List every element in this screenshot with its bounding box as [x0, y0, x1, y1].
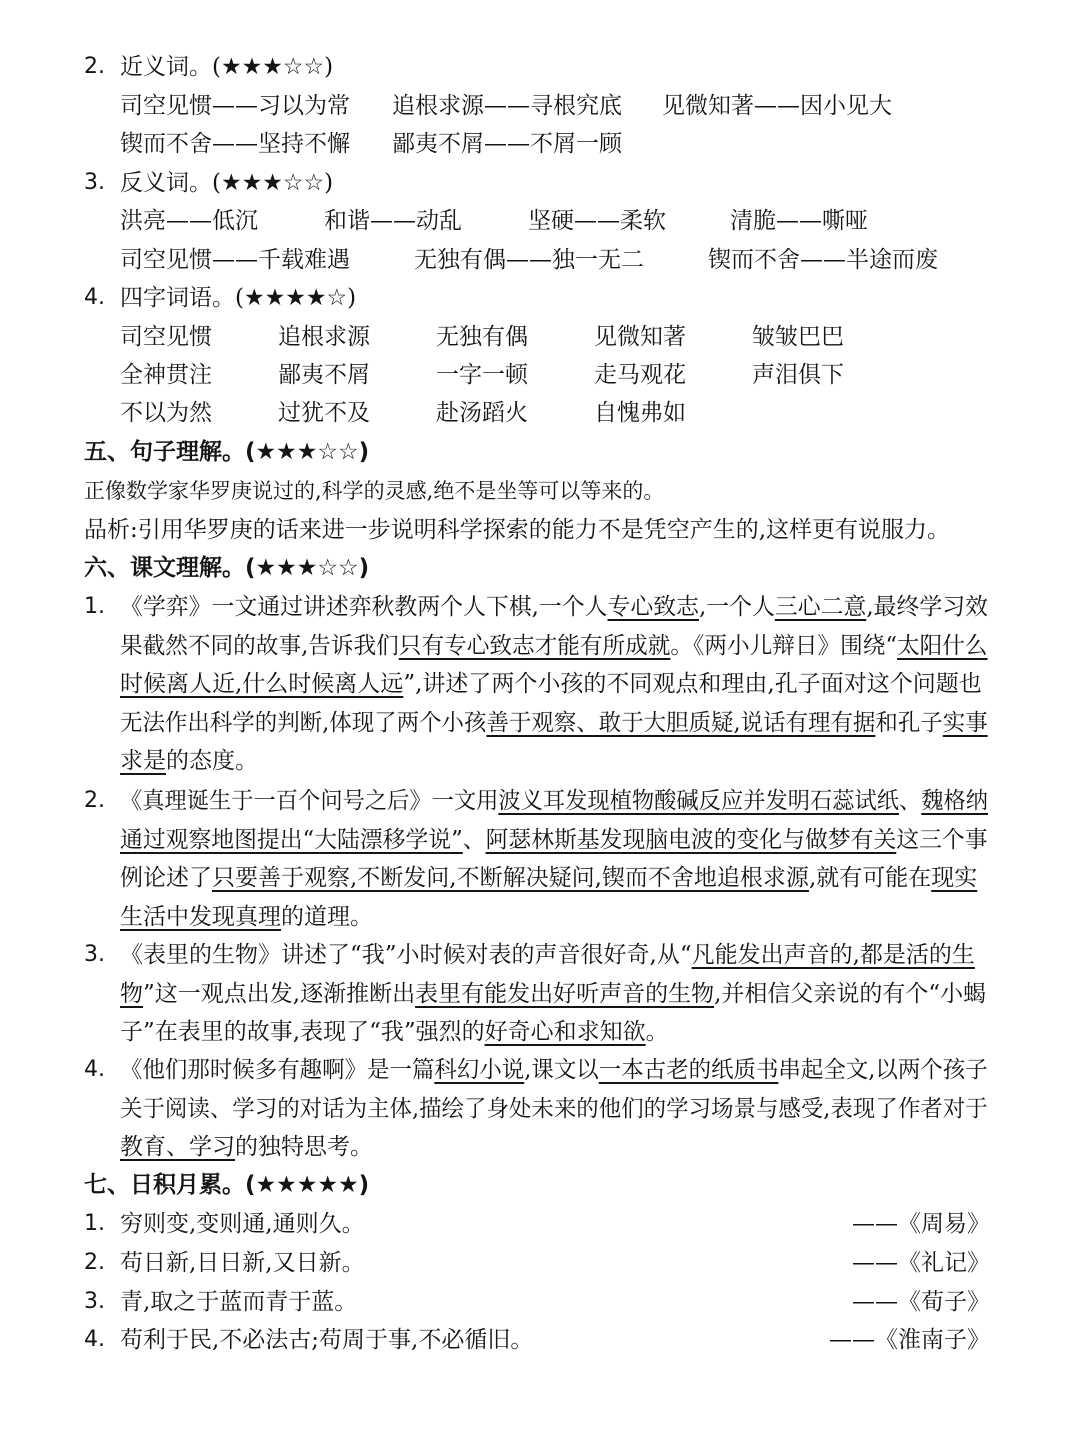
proverb-source: ——《周易》: [852, 1211, 990, 1237]
word-pair: 清脆——嘶哑: [730, 208, 868, 234]
idiom: 司空见惯: [120, 324, 212, 350]
text-segment: ,一个人: [698, 594, 775, 620]
text-segment: 和孔子: [875, 709, 943, 736]
text-segment: 、: [462, 826, 486, 853]
text-segment: 这三个事: [896, 826, 988, 853]
quoted-sentence: 正像数学家华罗庚说过的,科学的灵感,绝不是坐等可以等来的。: [84, 479, 665, 503]
underlined-key-phrase: 表里有能发出好听声音的生物: [415, 980, 715, 1007]
subheading-title: 反义词。: [120, 170, 212, 196]
section-heading-sentence: [84, 437, 369, 467]
idiom: 自愧弗如: [594, 400, 686, 426]
star-rating: (★★★☆☆): [212, 54, 334, 80]
text-segment: ,并相信父亲说的有个“小蝎: [714, 980, 987, 1007]
underlined-key-phrase: 现实: [931, 865, 978, 892]
star-rating: (★★★★☆): [235, 285, 357, 311]
item-number: 2.: [84, 788, 105, 813]
proverb-source: ——《荀子》: [852, 1289, 990, 1315]
text-segment: ”这一观点出发,逐渐推断出: [143, 980, 416, 1007]
underlined-key-phrase: 阿瑟林斯基发现脑电波的变化与做梦有关: [485, 826, 897, 853]
idiom: 声泪俱下: [752, 362, 844, 388]
text-segment: 子”在表里的故事,表现了“我”强烈的: [120, 1019, 485, 1046]
paragraph-line: [120, 786, 988, 816]
text-segment: 串起全文,以两个孩子: [778, 1057, 988, 1083]
word-pair: 无独有偶——独一无二: [414, 247, 644, 273]
underlined-key-phrase: 一本古老的纸质书: [598, 1057, 779, 1083]
underlined-key-phrase: 实事: [942, 709, 988, 736]
proverb-text: 穷则变,变则通,通则久。: [120, 1211, 365, 1237]
section-heading-text-understanding: [84, 553, 369, 583]
proverb-source: ——《礼记》: [852, 1250, 990, 1276]
text-segment: 。: [645, 1019, 669, 1046]
text-segment: 关于阅读、学习的对话为主体,描绘了身处未来的他们的学习场景与感受,表现了作者对于: [120, 1095, 988, 1122]
analysis-text: 品析:引用华罗庚的话来进一步说明科学探索的能力不是凭空产生的,这样更有说服力。: [84, 517, 951, 543]
idiom: 鄙夷不屑: [278, 362, 370, 388]
word-pair: 锲而不舍——半途而废: [708, 247, 938, 273]
word-pair: 追根求源——寻根究底: [392, 93, 622, 119]
subheading-antonyms: [120, 168, 333, 198]
underlined-key-phrase: 凡能发出声音的,都是活的生: [691, 942, 975, 968]
paragraph-line: [120, 979, 986, 1009]
item-number: 3.: [84, 1289, 105, 1314]
word-pair: 坚硬——柔软: [528, 208, 666, 234]
item-number: 1.: [84, 1211, 105, 1236]
paragraph-line: [120, 825, 988, 855]
underlined-key-phrase: 教育、学习: [120, 1134, 235, 1161]
paragraph-line: [120, 863, 977, 893]
text-segment: 的道理。: [281, 903, 373, 930]
item-number: 1.: [84, 594, 105, 619]
section-title: 五、句子理解。: [84, 439, 245, 465]
item-number: 2.: [84, 1250, 105, 1275]
idiom: 皱皱巴巴: [752, 324, 844, 350]
text-segment: 《学弈》一文通过讲述弈秋教两个人下棋,一个人: [120, 594, 608, 620]
idiom: 见微知著: [594, 324, 686, 350]
item-number: 2.: [84, 54, 105, 79]
paragraph-line: [120, 746, 258, 776]
item-number: 3.: [84, 942, 105, 967]
word-pair: 鄙夷不屑——不屑一顾: [392, 131, 622, 157]
underlined-key-phrase: 时候离人近,什么时候离人远: [120, 671, 404, 698]
paragraph-line: [120, 631, 988, 661]
text-segment: 《真理诞生于一百个问号之后》一文用: [120, 788, 499, 814]
text-segment: ”,讲述了两个小孩的不同观点和理由,孔子面对这个问题也: [403, 671, 982, 698]
section-heading-accumulation: [84, 1170, 369, 1200]
word-pair: 锲而不舍——坚持不懈: [120, 131, 350, 157]
underlined-key-phrase: 求是: [120, 748, 166, 775]
idiom: 一字一顿: [436, 362, 528, 388]
text-segment: 无法作出科学的判断,体现了两个小孩: [120, 709, 487, 736]
paragraph-line: [120, 669, 982, 699]
paragraph-line: [120, 1055, 988, 1085]
item-number: 4.: [84, 1057, 105, 1082]
proverb-text: 苟日新,日日新,又日新。: [120, 1250, 365, 1276]
star-rating: (★★★☆☆): [212, 170, 334, 196]
paragraph-line: [120, 902, 373, 932]
text-segment: 《他们那时候多有趣啊》是一篇: [120, 1057, 435, 1083]
subheading-title: 四字词语。: [120, 285, 235, 311]
star-rating: (★★★★★): [245, 1172, 370, 1198]
proverb-source: ——《淮南子》: [829, 1327, 990, 1353]
idiom: 不以为然: [120, 400, 212, 426]
underlined-key-phrase: 魏格纳: [921, 788, 989, 814]
paragraph-line: [120, 1094, 988, 1124]
paragraph-line: [120, 1132, 373, 1162]
underlined-key-phrase: 物: [120, 980, 143, 1007]
word-pair: 和谐——动乱: [324, 208, 462, 234]
underlined-key-phrase: 善于观察、敢于大胆质疑,说话有理有据: [486, 709, 876, 736]
idiom: 赴汤蹈火: [436, 400, 528, 426]
text-segment: ,就有可能在: [808, 865, 932, 892]
text-segment: 果截然不同的故事,告诉我们: [120, 632, 399, 659]
text-segment: 的独特思考。: [235, 1134, 373, 1161]
underlined-key-phrase: 只有专心致志才能有所成就: [398, 632, 671, 659]
text-segment: 、: [898, 788, 922, 814]
item-number: 4.: [84, 285, 105, 310]
subheading-synonyms: [120, 52, 333, 82]
word-pair: 见微知著——因小见大: [662, 93, 892, 119]
text-segment: 例论述了: [120, 865, 212, 892]
idiom: 过犹不及: [278, 400, 370, 426]
text-segment: ,最终学习效: [866, 594, 988, 620]
text-segment: 《表里的生物》讲述了“我”小时候对表的声音很好奇,从“: [120, 942, 692, 968]
proverb-text: 苟利于民,不必法古;苟周于事,不必循旧。: [120, 1327, 534, 1353]
idiom: 全神贯注: [120, 362, 212, 388]
word-pair: 司空见惯——千载难遇: [120, 247, 350, 273]
subheading-title: 近义词。: [120, 54, 212, 80]
item-number: 4.: [84, 1327, 105, 1352]
underlined-key-phrase: 生活中发现真理: [120, 903, 281, 930]
underlined-key-phrase: 只要善于观察,不断发问,不断解决疑问,锲而不舍地追根求源: [212, 865, 809, 892]
idiom: 走马观花: [594, 362, 686, 388]
underlined-key-phrase: 好奇心和求知欲: [484, 1019, 646, 1046]
section-title: 七、日积月累。: [84, 1172, 245, 1198]
word-pair: 洪亮——低沉: [120, 208, 258, 234]
idiom: 追根求源: [278, 324, 370, 350]
word-pair: 司空见惯——习以为常: [120, 93, 350, 119]
item-number: 3.: [84, 170, 105, 195]
underlined-key-phrase: 通过观察地图提出“大陆漂移学说”: [120, 826, 463, 853]
text-segment: 。《两小儿辩日》围绕“: [670, 632, 898, 659]
paragraph-line: [120, 708, 988, 738]
section-title: 六、课文理解。: [84, 555, 245, 581]
underlined-key-phrase: 波义耳发现植物酸碱反应并发明石蕊试纸: [498, 788, 899, 814]
star-rating: (★★★☆☆): [245, 439, 370, 465]
subheading-idioms: [120, 283, 356, 313]
proverb-text: 青,取之于蓝而青于蓝。: [120, 1289, 358, 1315]
underlined-key-phrase: 太阳什么: [897, 632, 988, 659]
text-segment: ,课文以: [524, 1057, 599, 1083]
paragraph-line: [120, 1017, 669, 1047]
paragraph-line: [120, 592, 988, 622]
paragraph-line: [120, 940, 975, 970]
underlined-key-phrase: 三心二意: [774, 594, 867, 620]
underlined-key-phrase: 科幻小说: [434, 1057, 525, 1083]
text-segment: 的态度。: [166, 748, 258, 775]
underlined-key-phrase: 专心致志: [607, 594, 699, 620]
idiom: 无独有偶: [436, 324, 528, 350]
star-rating: (★★★☆☆): [245, 555, 370, 581]
